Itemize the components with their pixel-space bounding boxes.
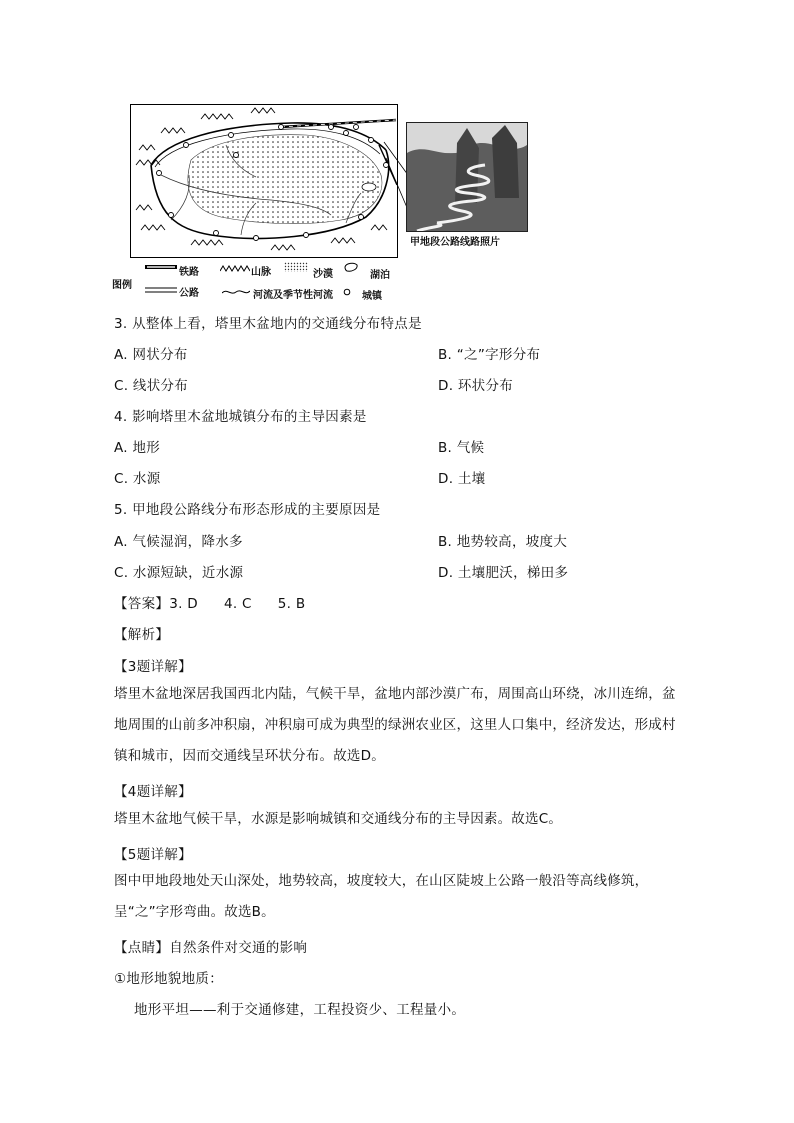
- river-legend-icon: [222, 288, 250, 296]
- town-legend-icon: [343, 288, 351, 296]
- legend-mountain: 山脉: [251, 267, 271, 278]
- answer-5: 5. B: [277, 596, 306, 612]
- detail-3-heading: 【3题详解】: [114, 659, 192, 675]
- legend-desert: 沙漠: [313, 269, 333, 280]
- question-3-stem: 3. 从整体上看，塔里木盆地内的交通线分布特点是: [114, 316, 422, 332]
- detail-4-text: 塔里木盆地气候干旱，水源是影响城镇和交通线分布的主导因素。故选C。: [114, 811, 563, 827]
- desert-legend-icon: [284, 262, 308, 272]
- answer-4: 4. C: [223, 596, 252, 612]
- mountain-legend-icon: [220, 264, 250, 272]
- detail-4-heading: 【4题详解】: [114, 784, 192, 800]
- question-3-option-a: A. 网状分布: [114, 347, 188, 363]
- road-photo: [406, 122, 528, 232]
- answer-line: [114, 592, 305, 612]
- legend-river: 河流及季节性河流: [253, 290, 333, 301]
- tip-label: 【点睛】: [114, 940, 170, 956]
- tarim-basin-map: [130, 104, 398, 258]
- question-5-option-c: C. 水源短缺，近水源: [114, 565, 244, 581]
- question-3-option-d: D. 环状分布: [438, 378, 514, 394]
- question-4-option-c: C. 水源: [114, 471, 161, 487]
- factor-1: ①地形地貌地质：: [114, 971, 224, 987]
- tip-text: 自然条件对交通的影响: [169, 940, 308, 956]
- question-3-option-c: C. 线状分布: [114, 378, 189, 394]
- answer-label: 【答案】: [114, 596, 170, 612]
- highway-legend-icon: [145, 286, 177, 294]
- lake-legend-icon: [344, 262, 358, 272]
- question-4-option-a: A. 地形: [114, 440, 161, 456]
- photo-caption: 甲地段公路线路照片: [410, 237, 500, 248]
- question-3-option-b: B. “之”字形分布: [438, 347, 541, 363]
- railway-legend-icon: [145, 263, 177, 271]
- question-5-option-b: B. 地势较高，坡度大: [438, 534, 568, 550]
- map-drawing: [131, 105, 397, 257]
- legend-highway: 公路: [179, 288, 199, 299]
- road-photo-image: [407, 123, 527, 231]
- detail-3-text: 塔里木盆地深居我国西北内陆，气候干旱，盆地内部沙漠广布，周围高山环绕，冰川连绵，盆地周围的山前多冲积扇，冲积扇可成为典型的绿洲农业区，这里人口集中，经济发达，形成村镇和城市，因而交通线呈环状分布。故选D。: [114, 686, 676, 764]
- question-4-stem: 4. 影响塔里木盆地城镇分布的主导因素是: [114, 409, 367, 425]
- legend-lake: 湖泊: [370, 270, 390, 281]
- question-5-option-d: D. 土壤肥沃，梯田多: [438, 565, 569, 581]
- legend-railway: 铁路: [179, 267, 199, 278]
- detail-5-heading: 【5题详解】: [114, 847, 192, 863]
- tip-line: [114, 936, 307, 956]
- lake: [362, 183, 376, 191]
- detail-5-text: 图中甲地段地处天山深处，地势较高，坡度较大，在山区陡坡上公路一般沿等高线修筑，呈“之”字形弯曲。故选B。: [114, 873, 649, 920]
- analysis-label: 【解析】: [114, 627, 170, 643]
- legend-title: 图例: [112, 280, 132, 291]
- question-4-option-d: D. 土壤: [438, 471, 486, 487]
- question-5-stem: 5. 甲地段公路线分布形态形成的主要原因是: [114, 502, 381, 518]
- desert-area: [188, 135, 382, 224]
- legend-town: 城镇: [362, 291, 382, 302]
- answer-3: 3. D: [169, 596, 198, 612]
- question-5-option-a: A. 气候湿润，降水多: [114, 534, 243, 550]
- question-4-option-b: B. 气候: [438, 440, 485, 456]
- factor-1-detail: 地形平坦——利于交通修建，工程投资少、工程量小。: [134, 1002, 466, 1018]
